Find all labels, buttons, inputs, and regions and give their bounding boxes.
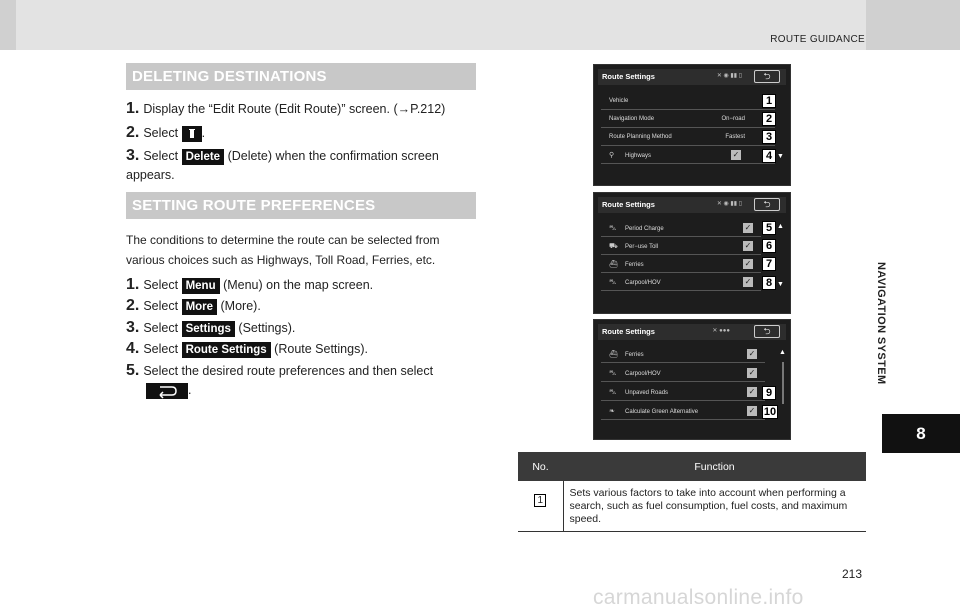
row-function-text: Sets various factors to take into account when performing a search, such as fuel consumption, fuel costs, and maximum speed. [563,481,866,532]
checkbox[interactable]: ✓ [732,150,740,159]
ferry-icon: ⛴ [609,261,618,268]
callout-3: 3 [762,130,776,144]
setting-row-vehicle[interactable]: Vehicle [601,93,775,110]
setting-row-unpaved-roads[interactable]: ⛍ Unpaved Roads ✓ [601,384,765,401]
status-icons: ✕ ●●● [712,328,730,334]
watermark: carmanualsonline.info [593,586,804,609]
step-2-deleting: 2. Select . [126,124,206,141]
unpaved-road-icon: ⛍ [609,389,617,396]
delete-button[interactable]: Delete [182,149,225,165]
step-3-deleting: 3. Select Delete (Delete) when the confirmation screen appears. [126,147,439,182]
section-title-route-preferences: SETTING ROUTE PREFERENCES [126,192,476,219]
setting-row-carpool-hov[interactable]: ⛍ Carpool/HOV ✓ [601,274,761,291]
checkbox[interactable]: ✓ [744,259,752,268]
route-settings-screen-3 [593,319,791,440]
scrollbar[interactable] [782,362,784,404]
setting-row-green-alternative[interactable]: ❧ Calculate Green Alternative ✓ [601,403,765,420]
checkbox[interactable]: ✓ [744,223,752,232]
checkbox[interactable]: ✓ [744,277,752,286]
scroll-up-icon[interactable]: ▲ [777,223,784,230]
setting-row-navigation-mode[interactable]: Navigation Mode On−road [601,111,775,128]
callout-2: 2 [762,112,776,126]
callout-5: 5 [762,221,776,235]
highway-icon: ⚲ [609,152,615,159]
status-icons: ✕ ◉ ▮▮ ▯ [716,201,742,207]
step-2-settings: 2. Select More (More). [126,297,261,314]
step-1-settings: 1. Select Menu (Menu) on the map screen. [126,276,374,293]
back-button[interactable]: ⮌ [754,198,780,211]
back-icon[interactable] [146,383,188,399]
route-settings-screen-2 [593,192,791,314]
page-number: 213 [842,567,863,581]
checkbox[interactable]: ✓ [748,349,756,358]
step-1-deleting: 1. Display the “Edit Route (Edit Route)” screen. (→P.212) [126,100,446,117]
more-button[interactable]: More [182,299,217,315]
settings-button[interactable]: Settings [182,321,235,337]
route-settings-screen-1 [593,64,791,186]
scroll-down-icon[interactable]: ▼ [777,281,784,288]
chapter-number-tab: 8 [882,414,960,453]
step-4-settings: 4. Select Route Settings (Route Settings). [126,340,368,357]
car-icon: ⛍ [609,225,617,232]
carpool-icon: ⛍ [609,279,617,286]
page-header-title: ROUTE GUIDANCE [770,34,865,45]
function-table [518,452,866,532]
screen-title: Route Settings [598,197,786,213]
intro-paragraph: The conditions to determine the route can be selected from various choices such as Highways, Toll Road, Ferries, etc. [126,233,440,267]
checkbox[interactable]: ✓ [748,406,756,415]
scroll-up-icon[interactable]: ▲ [779,349,786,356]
setting-row-highways[interactable]: ⚲ Highways ✓ [601,147,775,164]
checkbox[interactable]: ✓ [748,368,756,377]
trash-icon[interactable] [182,126,202,142]
table-header-function: Function [563,452,866,481]
step-5-settings: 5. Select the desired route preferences and then select . [126,362,434,397]
toll-icon: ⛟ [609,243,618,250]
callout-4: 4 [762,149,776,163]
table-row [518,481,866,532]
section-title-deleting: DELETING DESTINATIONS [126,63,476,90]
table-header-no: No. [518,452,563,481]
route-settings-button[interactable]: Route Settings [182,342,271,358]
chapter-side-label: NAVIGATION SYSTEM [875,262,887,385]
callout-8: 8 [762,276,776,290]
setting-row-period-charge[interactable]: ⛍ Period Charge ✓ [601,220,761,237]
ferry-icon: ⛴ [609,351,618,358]
callout-10: 10 [763,406,777,418]
screen-title: Route Settings [598,69,786,85]
setting-row-route-planning-method[interactable]: Route Planning Method Fastest [601,129,775,146]
back-button[interactable]: ⮌ [754,70,780,83]
step-3-settings: 3. Select Settings (Settings). [126,319,296,336]
screen-title: Route Settings [598,324,786,340]
status-icons: ✕ ◉ ▮▮ ▯ [716,73,742,79]
callout-1: 1 [762,94,776,108]
setting-row-per-use-toll[interactable]: ⛟ Per−use Toll ✓ [601,238,761,255]
setting-row-ferries[interactable]: ⛴ Ferries ✓ [601,346,765,363]
setting-row-ferries[interactable]: ⛴ Ferries ✓ [601,256,761,273]
setting-row-carpool-hov[interactable]: ⛍ Carpool/HOV ✓ [601,365,765,382]
menu-button[interactable]: Menu [182,278,220,294]
checkbox[interactable]: ✓ [748,387,756,396]
back-button[interactable]: ⮌ [754,325,780,338]
callout-9: 9 [762,386,776,400]
callout-7: 7 [762,257,776,271]
carpool-icon: ⛍ [609,370,617,377]
scroll-down-icon[interactable]: ▼ [777,153,784,160]
row-number: 1 [534,494,546,507]
callout-6: 6 [762,239,776,253]
checkbox[interactable]: ✓ [744,241,752,250]
leaf-icon: ❧ [609,408,615,415]
